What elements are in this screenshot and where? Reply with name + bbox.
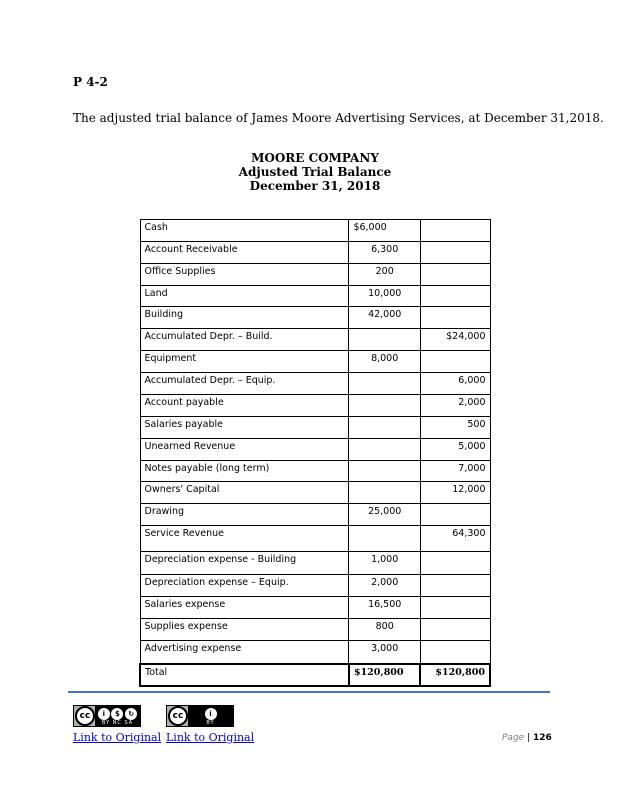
debit-cell: 1,000 — [349, 552, 420, 575]
page-number-value: 126 — [532, 733, 552, 743]
credit-cell — [420, 220, 490, 242]
debit-cell: 42,000 — [349, 307, 420, 329]
account-cell: Accumulated Depr. – Build. — [140, 329, 349, 351]
credit-cell — [420, 307, 490, 329]
account-cell: Depreciation expense - Building — [140, 552, 349, 575]
table-row — [140, 526, 490, 552]
table-row — [140, 242, 490, 264]
total-credit: $120,800 — [420, 664, 490, 686]
credit-cell — [420, 619, 490, 641]
table-row — [140, 307, 490, 329]
credit-cell: 64,300 — [420, 526, 490, 552]
account-cell: Supplies expense — [140, 619, 349, 641]
table-row — [140, 619, 490, 641]
table-row — [140, 264, 490, 286]
debit-cell: 6,300 — [349, 242, 420, 264]
credit-cell: 5,000 — [420, 439, 490, 461]
debit-cell — [349, 417, 420, 439]
debit-cell — [349, 526, 420, 552]
debit-cell: 2,000 — [349, 575, 420, 597]
credit-cell — [420, 286, 490, 307]
debit-cell — [349, 482, 420, 504]
credit-cell: 2,000 — [420, 395, 490, 417]
account-cell: Unearned Revenue — [140, 439, 349, 461]
account-cell: Land — [140, 286, 349, 307]
debit-cell: 10,000 — [349, 286, 420, 307]
credit-cell — [420, 575, 490, 597]
debit-cell: $6,000 — [349, 220, 420, 242]
table-row — [140, 461, 490, 482]
credit-cell — [420, 641, 490, 664]
cc-icon: cc — [168, 706, 188, 726]
total-debit: $120,800 — [349, 664, 420, 686]
account-cell: Account Receivable — [140, 242, 349, 264]
debit-cell — [349, 373, 420, 395]
table-row — [140, 575, 490, 597]
credit-cell — [420, 264, 490, 286]
debit-cell: 16,500 — [349, 597, 420, 619]
table-row — [140, 439, 490, 461]
license-tags: BY NC SA — [101, 720, 134, 726]
credit-cell: 500 — [420, 417, 490, 439]
table-row — [140, 351, 490, 373]
account-cell: Owners' Capital — [140, 482, 349, 504]
cc-by-badge[interactable] — [166, 705, 234, 727]
trial-balance-table — [139, 219, 491, 687]
credit-cell: 7,000 — [420, 461, 490, 482]
account-cell: Accumulated Depr. – Equip. — [140, 373, 349, 395]
cc-icon: cc — [75, 706, 95, 726]
account-cell: Depreciation expense – Equip. — [140, 575, 349, 597]
account-cell: Advertising expense — [140, 641, 349, 664]
credit-cell — [420, 504, 490, 526]
debit-cell — [349, 395, 420, 417]
total-row — [140, 664, 490, 686]
table-row — [140, 329, 490, 351]
statement-title — [0, 151, 630, 193]
company-name: MOORE COMPANY — [251, 151, 379, 165]
credit-cell — [420, 552, 490, 575]
account-cell: Building — [140, 307, 349, 329]
table-row — [140, 286, 490, 307]
account-cell: Equipment — [140, 351, 349, 373]
noncommercial-icon: $ — [111, 708, 123, 720]
credit-cell: 6,000 — [420, 373, 490, 395]
debit-cell: 200 — [349, 264, 420, 286]
table-row — [140, 220, 490, 242]
link-to-original-1[interactable]: Link to Original — [73, 731, 162, 744]
statement-date: December 31, 2018 — [249, 179, 381, 193]
table-row — [140, 552, 490, 575]
account-cell: Service Revenue — [140, 526, 349, 552]
problem-heading: P 4-2 — [73, 75, 108, 89]
sharealike-icon: ↻ — [125, 708, 137, 720]
debit-cell — [349, 461, 420, 482]
page-separator: | — [524, 733, 533, 743]
table-row — [140, 641, 490, 664]
credit-cell — [420, 597, 490, 619]
footer-rule — [68, 691, 550, 693]
page-label: Page — [502, 733, 525, 743]
total-label: Total — [140, 664, 349, 686]
license-tags: BY — [206, 720, 215, 726]
debit-cell: 8,000 — [349, 351, 420, 373]
table-row — [140, 373, 490, 395]
table-row — [140, 482, 490, 504]
credit-cell — [420, 242, 490, 264]
account-cell: Office Supplies — [140, 264, 349, 286]
table-row — [140, 597, 490, 619]
credit-cell — [420, 351, 490, 373]
credit-cell: 12,000 — [420, 482, 490, 504]
table-row — [140, 395, 490, 417]
statement-name: Adjusted Trial Balance — [238, 165, 392, 179]
account-cell: Cash — [140, 220, 349, 242]
account-cell: Drawing — [140, 504, 349, 526]
debit-cell — [349, 439, 420, 461]
debit-cell — [349, 329, 420, 351]
cc-by-nc-sa-badge[interactable] — [73, 705, 141, 727]
page-number — [502, 733, 552, 743]
account-cell: Notes payable (long term) — [140, 461, 349, 482]
account-cell: Salaries payable — [140, 417, 349, 439]
table-row — [140, 504, 490, 526]
attribution-icon: i — [98, 708, 110, 720]
attribution-icon: i — [205, 708, 217, 720]
account-cell: Salaries expense — [140, 597, 349, 619]
debit-cell: 3,000 — [349, 641, 420, 664]
debit-cell: 800 — [349, 619, 420, 641]
debit-cell: 25,000 — [349, 504, 420, 526]
intro-text: The adjusted trial balance of James Moore Advertising Services, at December 31,2018. — [73, 111, 604, 125]
credit-cell: $24,000 — [420, 329, 490, 351]
table-row — [140, 417, 490, 439]
account-cell: Account payable — [140, 395, 349, 417]
link-to-original-2[interactable]: Link to Original — [166, 731, 255, 744]
